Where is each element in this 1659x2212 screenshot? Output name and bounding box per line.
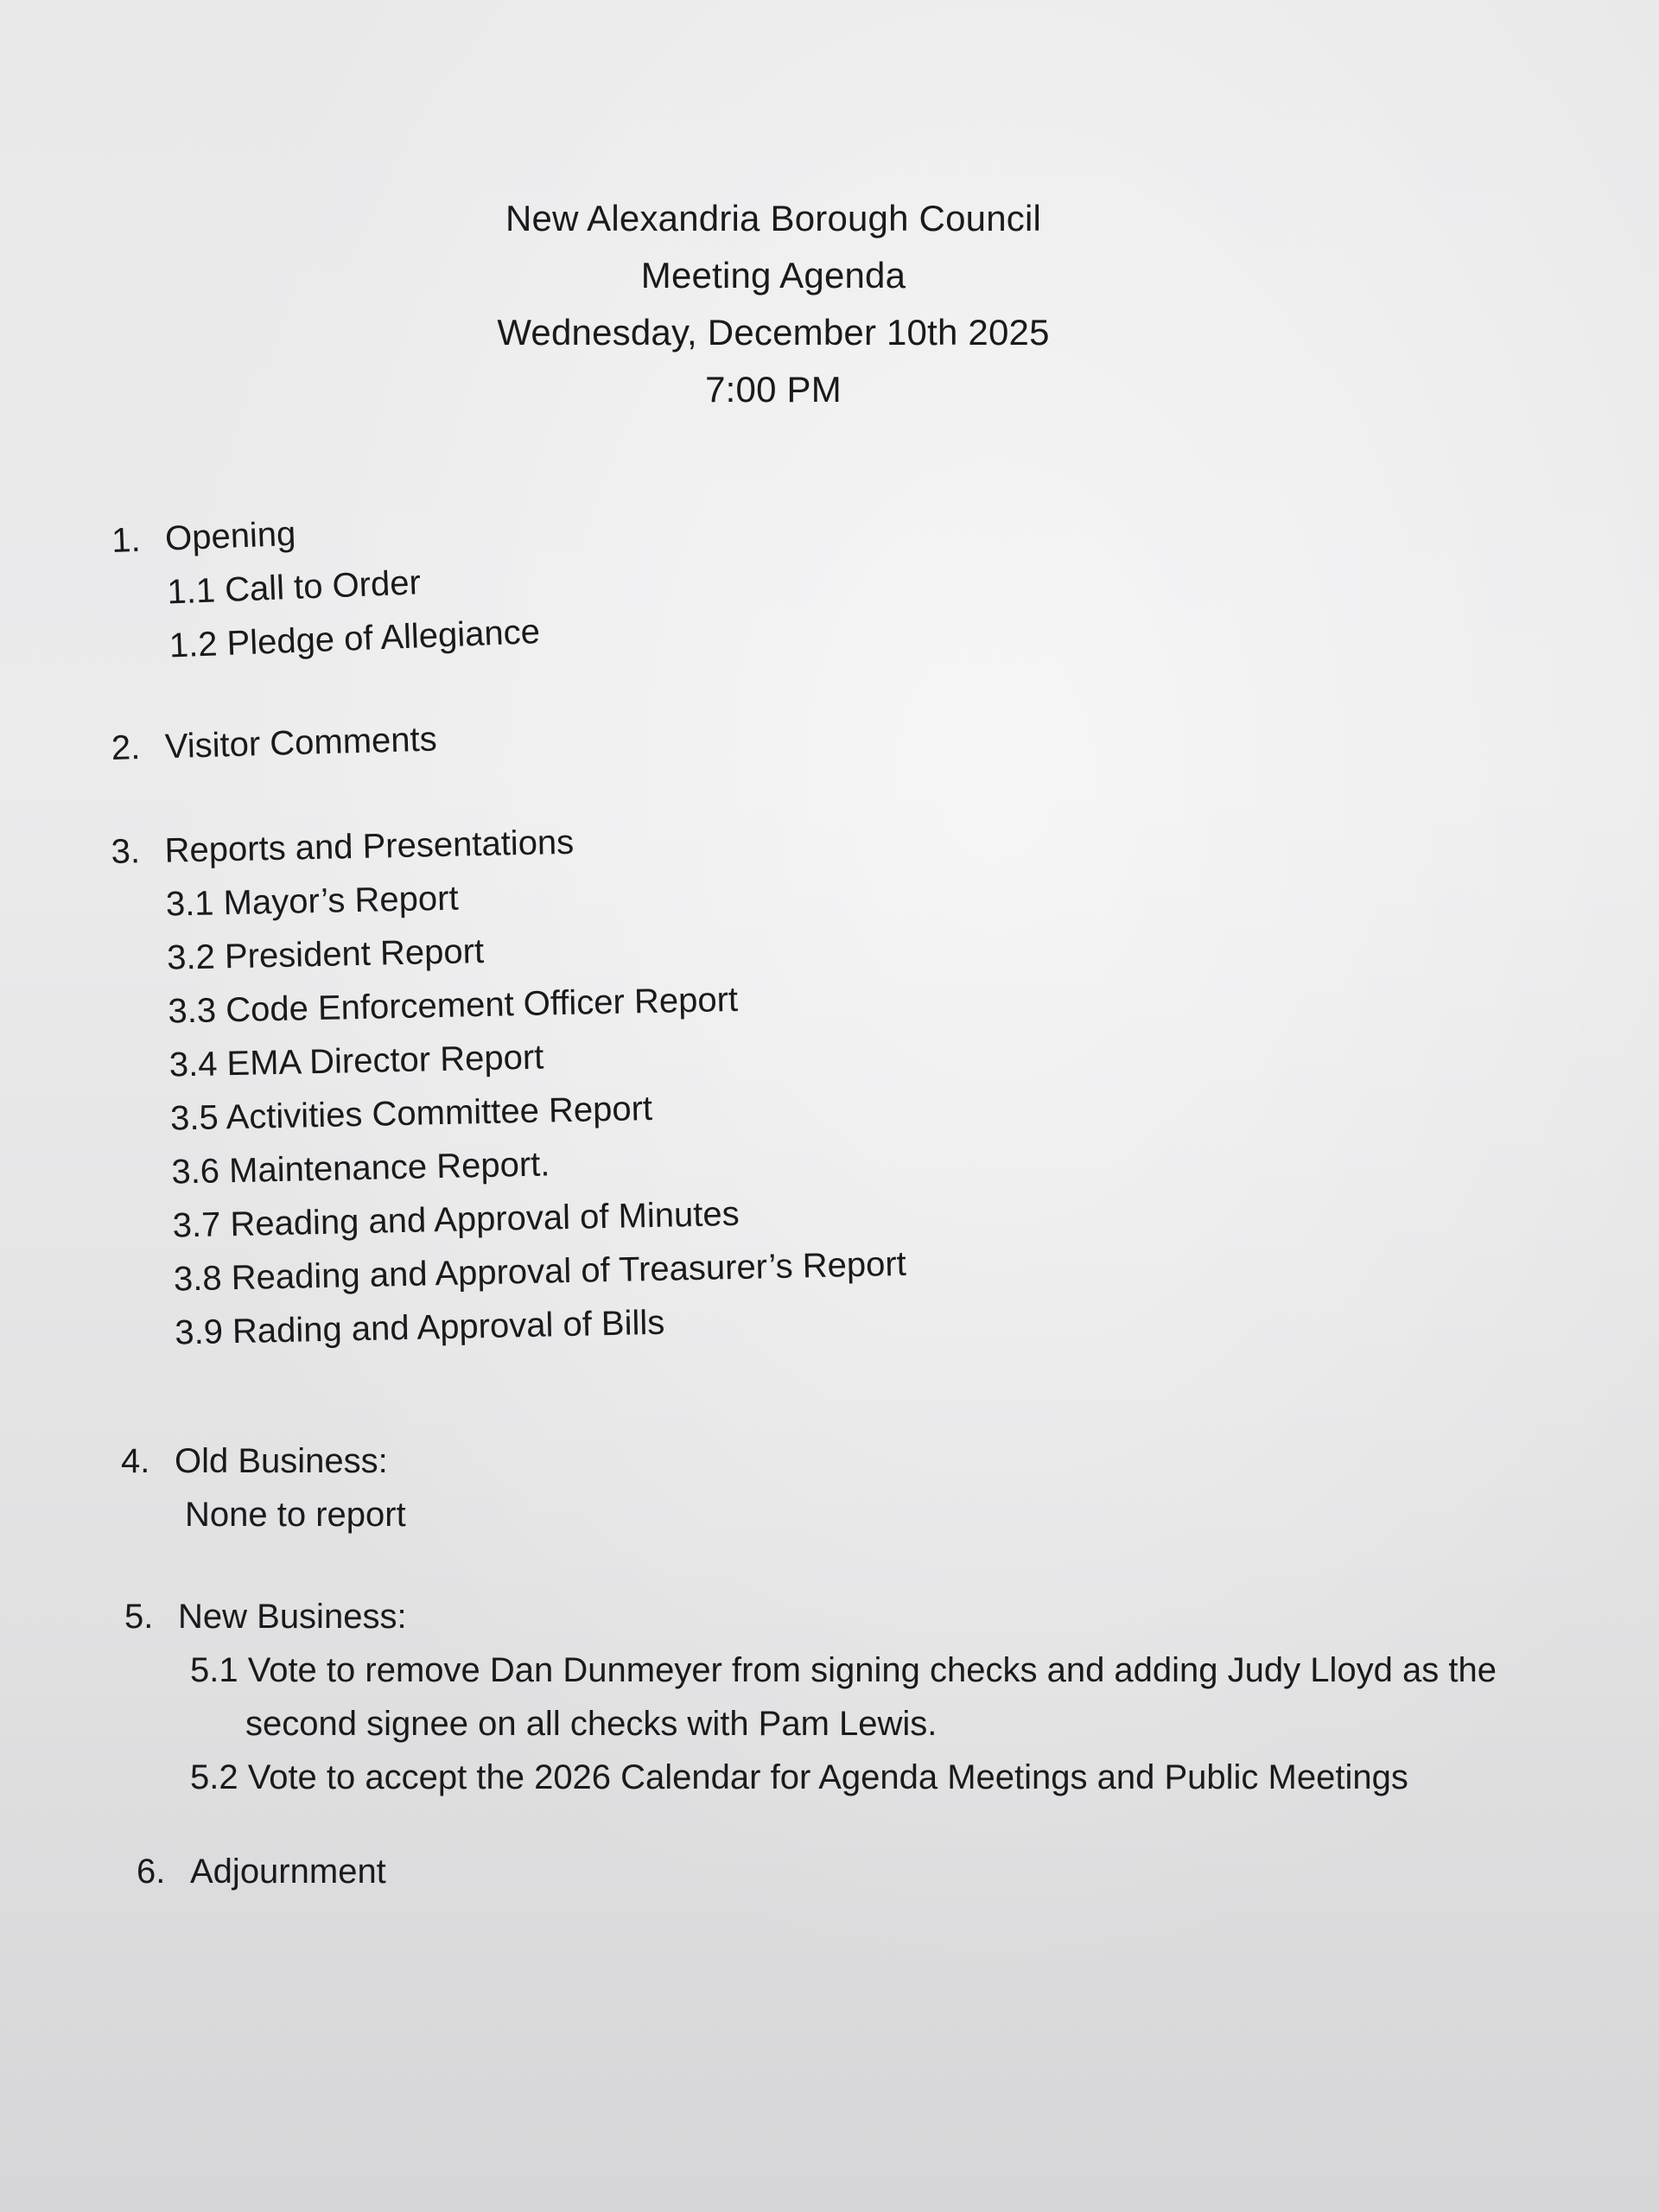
agenda-item: 1.2 Pledge of Allegiance xyxy=(168,613,541,665)
section-title: New Business: xyxy=(178,1598,407,1636)
document-header xyxy=(0,190,1547,418)
agenda-item: 3.5 Activities Committee Report xyxy=(169,1089,653,1138)
agenda-item: 3.1 Mayor’s Report xyxy=(165,879,459,924)
agenda-item: 3.9 Rading and Approval of Bills xyxy=(174,1303,665,1352)
section-title: Old Business: xyxy=(175,1442,388,1480)
agenda-section-reports xyxy=(111,809,908,1361)
section-title: Opening xyxy=(164,514,297,558)
agenda-item: 1.1 Call to Order xyxy=(166,563,422,612)
section-number: 3. xyxy=(111,832,141,871)
agenda-item: 5.2 Vote to accept the 2026 Calendar for Agenda Meetings and Public Meetings xyxy=(190,1758,1408,1796)
section-number: 4. xyxy=(121,1442,150,1480)
agenda-item-continuation: second signee on all checks with Pam Lewis. xyxy=(245,1705,938,1743)
section-number: 2. xyxy=(111,728,141,767)
agenda-item: 3.4 EMA Director Report xyxy=(168,1038,544,1084)
agenda-section-adjournment xyxy=(137,1845,386,1898)
agenda-item: 3.2 President Report xyxy=(166,931,485,977)
meeting-date: Wednesday, December 10th 2025 xyxy=(497,312,1050,353)
agenda-section-old-business xyxy=(121,1434,406,1541)
agenda-section-opening xyxy=(111,498,541,675)
agenda-item: 3.7 Reading and Approval of Minutes xyxy=(172,1194,741,1245)
agenda-section-new-business xyxy=(124,1590,1497,1804)
section-title: Visitor Comments xyxy=(164,720,438,766)
agenda-item xyxy=(124,1643,1497,1751)
section-title: Reports and Presentations xyxy=(164,823,575,870)
section-note: None to report xyxy=(185,1496,406,1534)
meeting-time: 7:00 PM xyxy=(705,369,842,410)
agenda-item: 3.3 Code Enforcement Officer Report xyxy=(168,980,739,1031)
agenda-item: 3.8 Reading and Approval of Treasurer’s Report xyxy=(173,1244,907,1299)
section-title: Adjournment xyxy=(190,1853,386,1891)
agenda-item-line: 5.1 Vote to remove Dan Dunmeyer from signing checks and adding Judy Lloyd as the xyxy=(190,1651,1497,1689)
agenda-item: 3.6 Maintenance Report. xyxy=(170,1145,550,1192)
section-number: 6. xyxy=(137,1853,166,1891)
section-number: 1. xyxy=(111,520,142,560)
agenda-section-visitor-comments xyxy=(111,712,437,774)
section-number: 5. xyxy=(124,1598,154,1636)
council-name: New Alexandria Borough Council xyxy=(505,198,1042,238)
document-title: Meeting Agenda xyxy=(640,255,906,296)
